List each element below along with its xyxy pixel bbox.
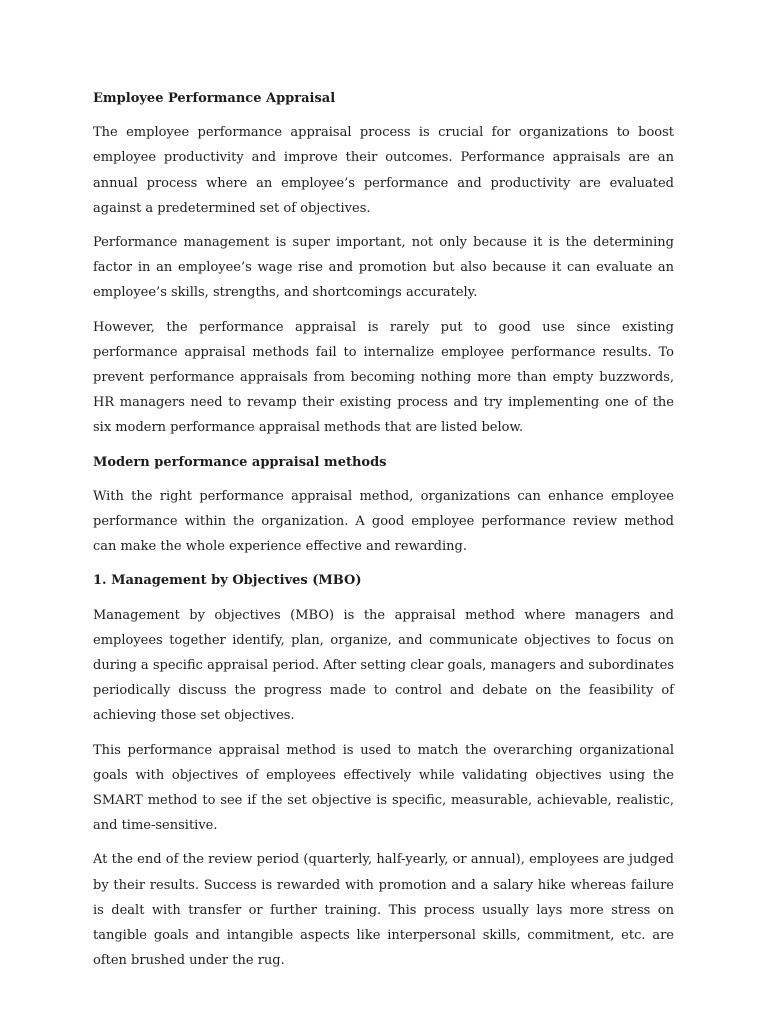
method-1-paragraph-1: Management by objectives (MBO) is the appraisal method where managers and employees together identify, plan, organize, and communicate objectives to focus on during a specific appraisal period. After setting clear goals, managers and subordinates periodically discuss the progress made to control and debate on the feasibility of achieving those set objectives. [93,607,674,724]
document-title: Employee Performance Appraisal [93,91,336,106]
method-1-paragraph-2: This performance appraisal method is used to match the overarching organizational goals with objectives of employees effectively while validating objectives using the SMART method to see if the set objective is specific, measurable, achievable, realistic, and time-sensitive. [93,742,674,834]
intro-paragraph-3: However, the performance appraisal is rarely put to good use since existing performance appraisal methods fail to internalize employee performance results. To prevent performance appraisals from becoming nothing more than empty buzzwords, HR managers need to revamp their existing process and try implementing one of the six modern performance appraisal methods that are listed below. [93,319,674,436]
section-paragraph: With the right performance appraisal method, organizations can enhance employee performance within the organization. A good employee performance review method can make the whole experience effective and rewarding. [93,488,674,555]
intro-paragraph-2: Performance management is super important, not only because it is the determining factor in an employee’s wage rise and promotion but also because it can evaluate an employee’s skills, strengths, and shortcomings accurately. [93,235,674,301]
section-heading: Modern performance appraisal methods [93,454,387,470]
intro-paragraph-1: The employee performance appraisal process is crucial for organizations to boost employee productivity and improve their outcomes. Performance appraisals are an annual process where an employee’s performance and productivity are evaluated against a predetermined set of objectives. [93,125,674,216]
method-1-paragraph-3: At the end of the review period (quarterly, half-yearly, or annual), employees are judged by their results. Success is rewarded with promotion and a salary hike whereas failure is dealt with transfer or further training. This process usually lays more stress on tangible goals and intangible aspects like interpersonal skills, commitment, etc. are often brushed under the rug. [93,852,674,969]
method-1-heading: 1. Management by Objectives (MBO) [93,573,362,589]
